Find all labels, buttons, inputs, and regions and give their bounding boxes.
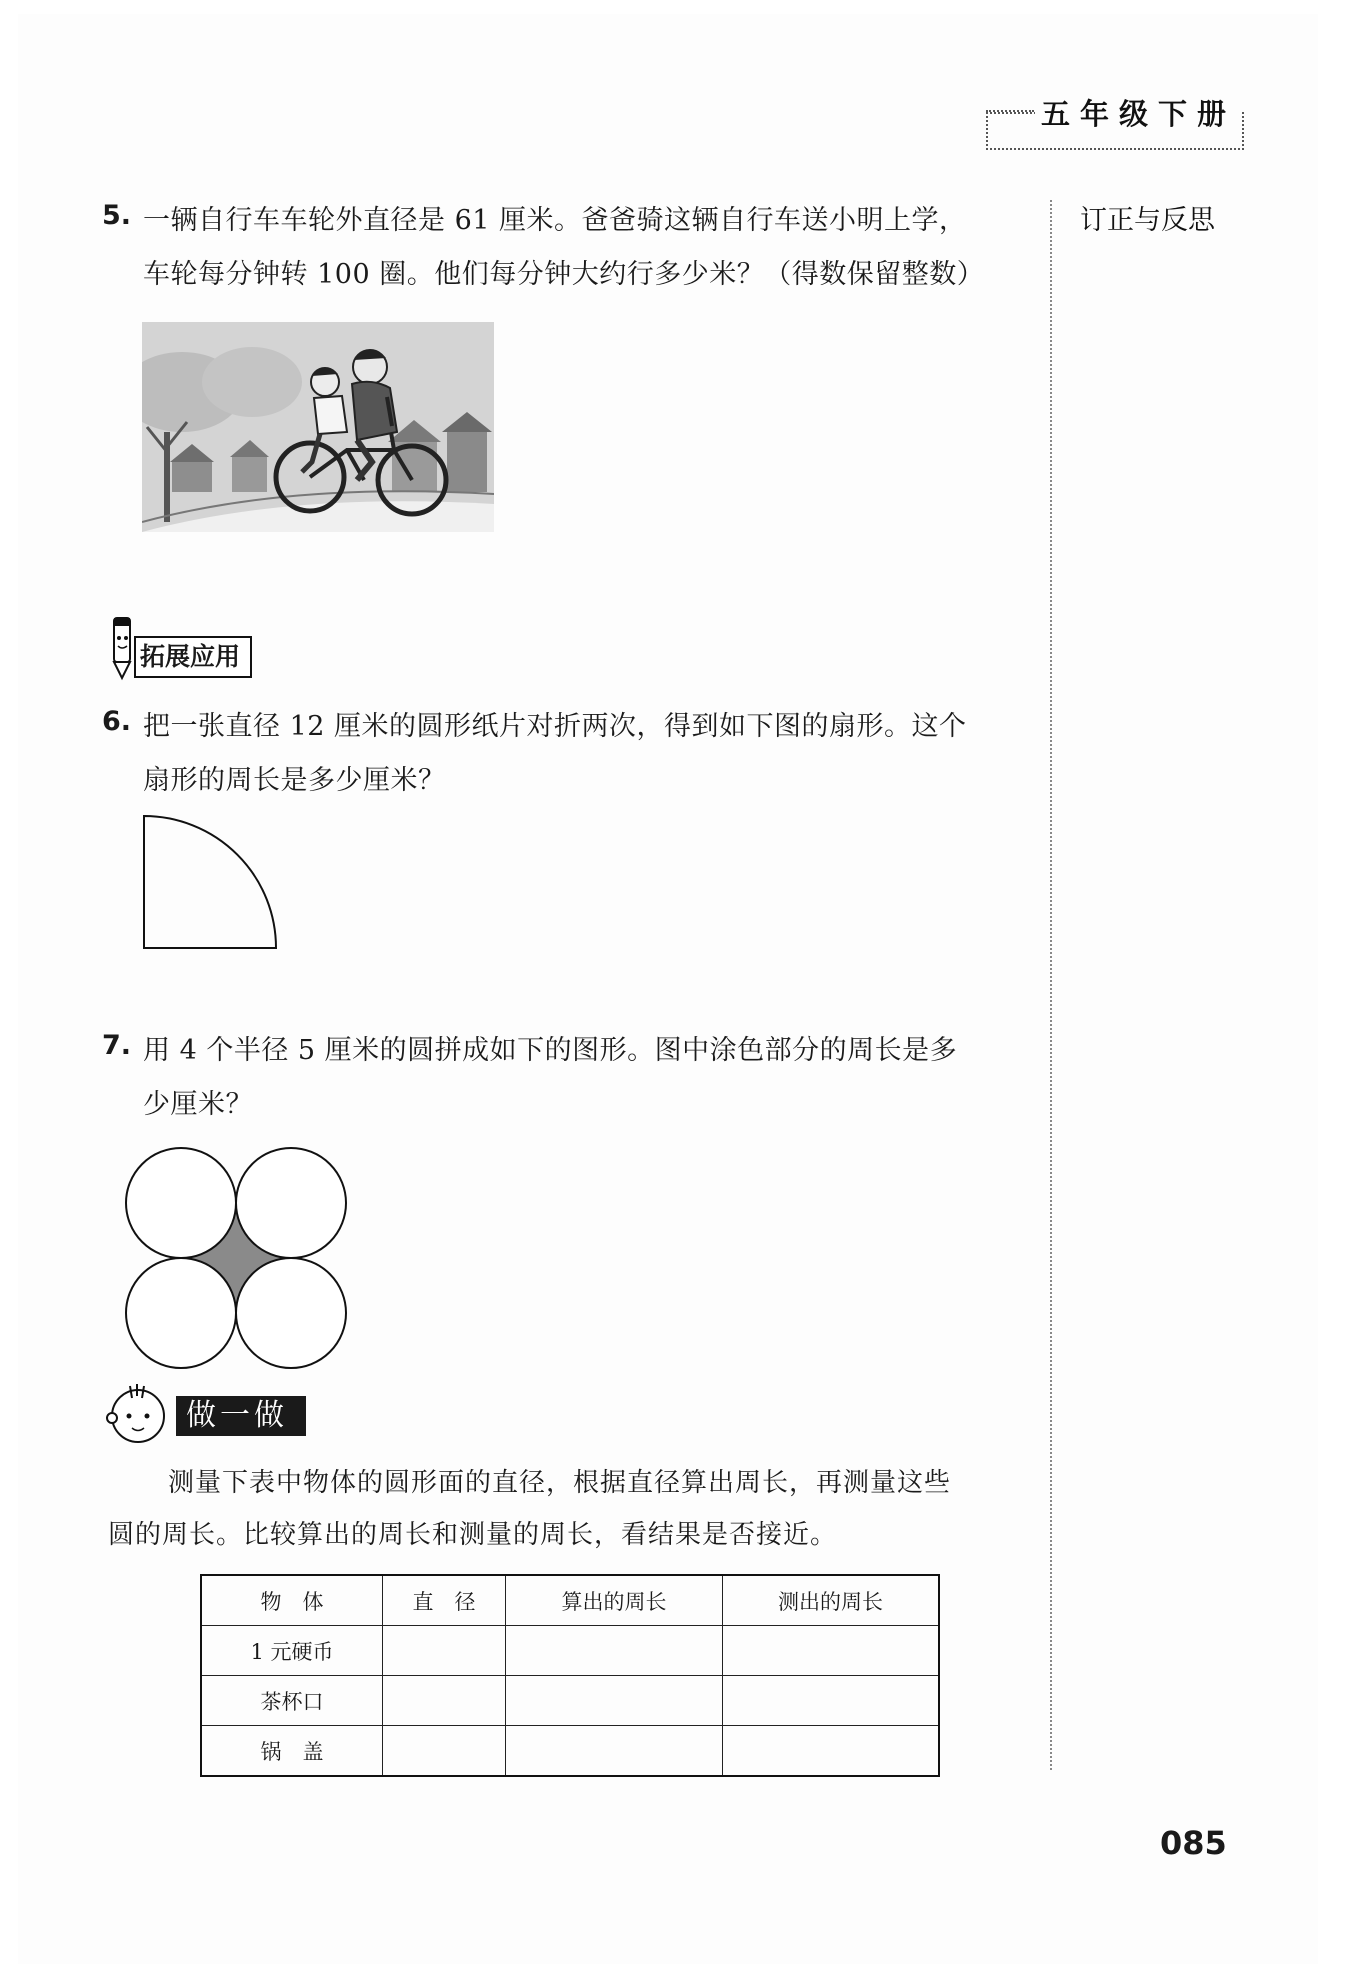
margin-divider <box>1050 200 1052 1770</box>
father-son-bicycle-illustration <box>142 322 494 532</box>
problem-5-number: 5. <box>102 200 132 231</box>
object-cell: 1 元硬币 <box>201 1626 383 1676</box>
problem-6-line-2: 扇形的周长是多少厘米？ <box>143 765 446 796</box>
problem-6-number: 6. <box>102 706 132 737</box>
problem-5-line-2: 车轮每分钟转 100 圈。他们每分钟大约行多少米？（得数保留整数） <box>143 259 985 290</box>
calculated-circumference-blank[interactable] <box>506 1626 723 1676</box>
problem-7-line-2: 少厘米？ <box>143 1089 253 1120</box>
quarter-circle-sector-diagram <box>140 810 280 955</box>
diameter-blank[interactable] <box>383 1676 506 1726</box>
measured-circumference-blank[interactable] <box>723 1626 940 1676</box>
table-header-cell: 物 体 <box>201 1575 383 1626</box>
table-header-cell: 测出的周长 <box>723 1575 940 1626</box>
diameter-blank[interactable] <box>383 1726 506 1777</box>
table-header-cell: 算出的周长 <box>506 1575 723 1626</box>
section-badge-extension: 拓展应用 <box>134 636 252 678</box>
boy-face-mascot-icon <box>104 1378 174 1448</box>
grade-label: 五年级下册 <box>1035 92 1242 133</box>
measured-circumference-blank[interactable] <box>723 1676 940 1726</box>
calculated-circumference-blank[interactable] <box>506 1726 723 1777</box>
problem-7-number: 7. <box>102 1030 132 1061</box>
table-row <box>201 1676 939 1726</box>
object-cell: 锅 盖 <box>201 1726 383 1777</box>
do-it-badge: 做一做 <box>176 1396 306 1436</box>
table-row <box>201 1626 939 1676</box>
problem-5-line-1: 一辆自行车车轮外直径是 61 厘米。爸爸骑这辆自行车送小明上学， <box>143 205 967 236</box>
table-header-cell: 直 径 <box>383 1575 506 1626</box>
table-header-row <box>201 1575 939 1626</box>
four-circles-shaded-diagram <box>118 1140 354 1376</box>
measurement-table <box>200 1574 940 1777</box>
object-cell: 茶杯口 <box>201 1676 383 1726</box>
activity-text-line-2: 圆的周长。比较算出的周长和测量的周长，看结果是否接近。 <box>108 1520 838 1550</box>
diameter-blank[interactable] <box>383 1626 506 1676</box>
activity-text-line-1: 测量下表中物体的圆形面的直径，根据直径算出周长，再测量这些 <box>168 1468 952 1498</box>
page-number: 085 <box>1160 1824 1227 1862</box>
table-row <box>201 1726 939 1777</box>
correction-reflection-title: 订正与反思 <box>1080 205 1215 236</box>
calculated-circumference-blank[interactable] <box>506 1676 723 1726</box>
measured-circumference-blank[interactable] <box>723 1726 940 1777</box>
problem-6-line-1: 把一张直径 12 厘米的圆形纸片对折两次，得到如下图的扇形。这个 <box>143 711 967 742</box>
problem-7-line-1: 用 4 个半径 5 厘米的圆拼成如下的图形。图中涂色部分的周长是多 <box>143 1035 958 1066</box>
